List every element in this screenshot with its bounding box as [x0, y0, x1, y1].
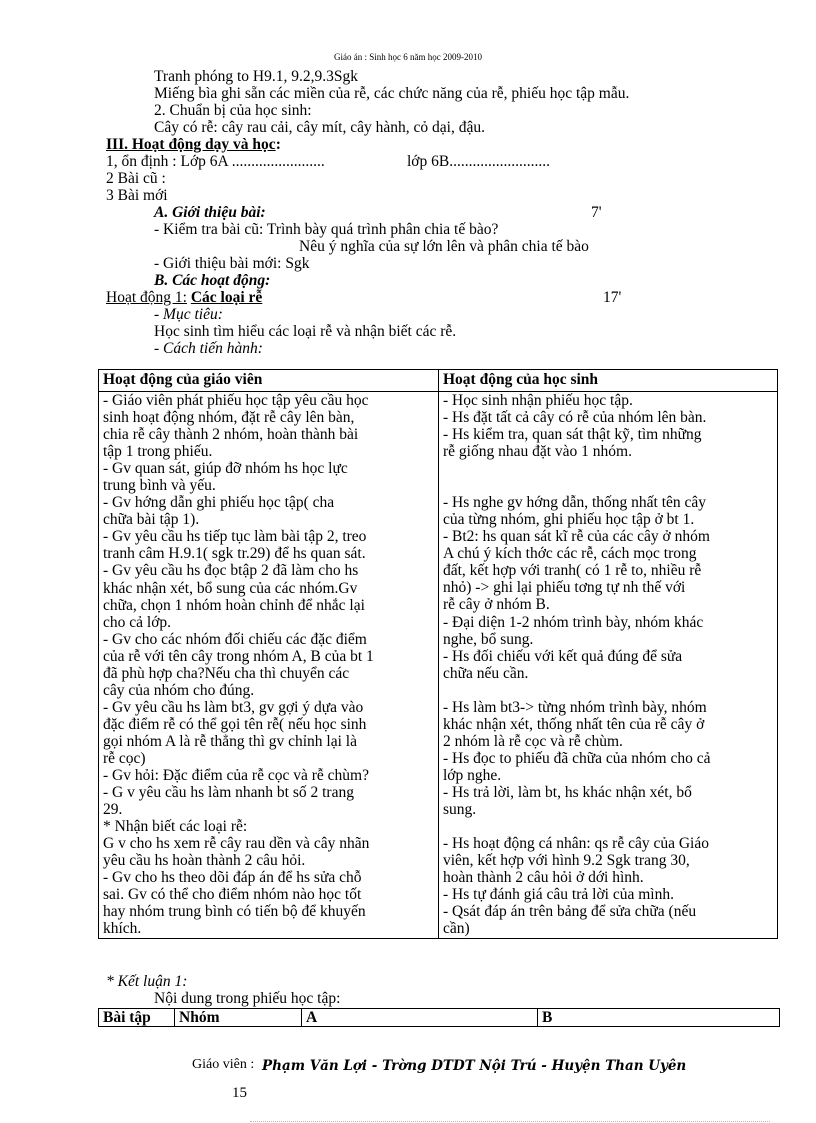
- teacher-activity-line: tập 1 trong phiếu.: [103, 443, 213, 461]
- student-activity-line: rễ giống nhau đặt vào 1 nhóm.: [443, 443, 632, 461]
- student-column-header: Hoạt động của học sinh: [439, 370, 778, 392]
- bai-moi: 3 Bài mới: [106, 187, 168, 204]
- old-lesson-check-cont: Nêu ý nghĩa của sự lớn lên và phân chia tế bào: [299, 238, 589, 255]
- teacher-activity-line: - G v yêu cầu hs làm nhanh bt số 2 trang: [103, 784, 354, 802]
- worksheet-table: [98, 1008, 780, 1027]
- activity-table: [98, 369, 778, 939]
- page-number: 15: [232, 1085, 247, 1101]
- footer-teacher-name: Phạm Văn Lợi - Trờng DTDT Nội Trú - Huyện Than Uyên: [262, 1058, 687, 1074]
- student-activity-line: - Hs tự đánh giá câu trả lời của mình.: [443, 886, 674, 904]
- footer-dotted-rule: [250, 1121, 770, 1122]
- student-activity-line: nghe, bổ sung.: [443, 630, 534, 648]
- teacher-activity-line: - Gv yêu cầu hs làm bt3, gv gợi ý dựa vào: [103, 698, 364, 716]
- teacher-activity-line: cây của nhóm cho đúng.: [103, 681, 255, 699]
- goal-text: Học sinh tìm hiểu các loại rễ và nhận biết các rễ.: [154, 323, 457, 340]
- teacher-column-header: Hoạt động của giáo viên: [99, 370, 439, 392]
- activities-heading: B. Các hoạt động:: [154, 272, 271, 289]
- teacher-activity-line: chữa, chọn 1 nhóm hoàn chỉnh để nhắc lại: [103, 596, 365, 614]
- teacher-activity-line: 29.: [103, 801, 123, 819]
- conclusion-content-label: Nội dung trong phiếu học tập:: [154, 990, 341, 1007]
- worksheet-col-exercise: Bài tập: [99, 1009, 175, 1027]
- student-activity-line: 2 nhóm là rễ cọc và rễ chùm.: [443, 732, 623, 750]
- student-activity-line: - Hs đặt tất cả cây có rễ của nhóm lên bàn.: [443, 409, 707, 427]
- teacher-activities-cell: [99, 392, 439, 939]
- student-activity-line: - Qsát đáp án trên bảng để sửa chữa (nếu: [443, 903, 697, 921]
- student-activity-line: khác nhận xét, thống nhất tên của rễ cây ở: [443, 715, 705, 733]
- student-activities-cell: [439, 392, 778, 939]
- teacher-activity-line: - Giáo viên phát phiếu học tập yêu cầu học: [103, 392, 369, 409]
- activity-1-label: Hoạt động 1:: [106, 289, 187, 306]
- teacher-activity-line: rễ cọc): [103, 749, 146, 767]
- teacher-activity-line: gọi nhóm A là rễ thẳng thì gv chỉnh lại là: [103, 732, 357, 750]
- student-activity-line: - Đại diện 1-2 nhóm trình bày, nhóm khác: [443, 613, 704, 631]
- student-activity-line: - Hs hoạt động cá nhân: qs rễ cây của Giáo: [443, 835, 709, 853]
- section-title-text: III. Hoạt động dạy và học: [106, 136, 276, 153]
- new-lesson-intro: - Giới thiệu bài mới: Sgk: [154, 255, 310, 272]
- prep-line-3: 2. Chuẩn bị của học sinh:: [154, 102, 312, 119]
- teacher-activity-line: trung bình và yếu.: [103, 477, 216, 495]
- student-activity-line: A chú ý kích thớc các rễ, cách mọc trong: [443, 545, 697, 563]
- teacher-activity-line: - Gv quan sát, giúp đỡ nhóm hs học lực: [103, 460, 348, 478]
- prep-line-2: Miếng bìa ghi sẵn các miền của rễ, các chức năng của rễ, phiếu học tập mẫu.: [154, 85, 630, 102]
- teacher-activity-line: chữa bài tập 1).: [103, 511, 200, 529]
- teacher-activity-line: yêu cầu hs hoàn thành 2 câu hỏi.: [103, 852, 306, 870]
- student-activity-line: [443, 818, 773, 835]
- student-activity-line: hoàn thành 2 câu hỏi ở dới hình.: [443, 869, 644, 887]
- teacher-activity-line: đã phù hợp cha?Nếu cha thì chuyển các: [103, 664, 350, 682]
- teacher-activity-line: - Gv yêu cầu hs đọc btập 2 đã làm cho hs: [103, 562, 359, 580]
- student-activity-line: nhỏ) -> ghi lại phiếu tơng tự nh thế với: [443, 579, 686, 597]
- student-activity-line: của từng nhóm, ghi phiếu học tập ở bt 1.: [443, 511, 695, 529]
- goal-label: - Mục tiêu:: [154, 306, 223, 323]
- activity-1-time: 17': [603, 289, 622, 306]
- teacher-activity-line: - Gv hớng dẫn ghi phiếu học tập( cha: [103, 494, 335, 512]
- student-activity-line: - Hs làm bt3-> từng nhóm trình bày, nhóm: [443, 698, 707, 716]
- student-activity-line: rễ cây ở nhóm B.: [443, 596, 550, 614]
- student-activity-line: - Hs đọc to phiếu đã chữa của nhóm cho cả: [443, 749, 711, 767]
- method-label: - Cách tiến hành:: [154, 340, 263, 357]
- student-activity-line: - Học sinh nhận phiếu học tập.: [443, 392, 633, 409]
- student-activity-line: - Hs kiểm tra, quan sát thật kỹ, tìm những: [443, 426, 702, 444]
- student-activity-line: - Hs đối chiếu với kết quả đúng để sửa: [443, 647, 683, 665]
- teacher-activity-line: - Gv hỏi: Đặc điểm của rễ cọc và rễ chùm?: [103, 767, 369, 785]
- section-title-colon: :: [275, 136, 281, 153]
- student-activity-line: viên, kết hợp với hình 9.2 Sgk trang 30,: [443, 852, 690, 870]
- page-header: Giáo án : Sinh học 6 năm học 2009-2010: [334, 52, 482, 62]
- teacher-activity-line: G v cho hs xem rễ cây rau dền và cây nhãn: [103, 835, 370, 853]
- teacher-activity-line: sinh hoạt động nhóm, đặt rễ cây lên bàn,: [103, 409, 355, 427]
- student-activity-line: [443, 682, 773, 699]
- student-activity-line: sung.: [443, 800, 477, 818]
- student-activity-line: - Hs trả lời, làm bt, hs khác nhận xét, bổ: [443, 783, 692, 801]
- teacher-activity-line: hay nhóm trung bình có tiến bộ để khuyến: [103, 903, 366, 921]
- student-activity-line: chữa nếu cần.: [443, 664, 529, 682]
- teacher-activity-line: chia rễ cây thành 2 nhóm, hoàn thành bài: [103, 426, 359, 444]
- teacher-activity-line: của rễ với tên cây trong nhóm A, B của bt 1: [103, 647, 374, 665]
- footer-teacher-label: Giáo viên :: [192, 1057, 255, 1072]
- lop-6b: lớp 6B..........................: [407, 153, 550, 170]
- teacher-activity-line: khác nhận xét, bổ sung của các nhóm.Gv: [103, 579, 358, 597]
- student-activity-line: lớp nghe.: [443, 766, 502, 784]
- conclusion-label: * Kết luận 1:: [106, 973, 188, 990]
- student-activity-line: cần): [443, 920, 470, 938]
- student-activity-line: [443, 477, 773, 494]
- teacher-activity-line: tranh câm H.9.1( sgk tr.29) để hs quan sát.: [103, 545, 366, 563]
- on-dinh-line: 1, ổn định : Lớp 6A ........................: [106, 153, 325, 170]
- teacher-activity-line: - Gv yêu cầu hs tiếp tục làm bài tập 2, treo: [103, 528, 367, 546]
- activity-1-name: Các loại rễ: [190, 289, 263, 306]
- intro-heading: A. Giới thiệu bài:: [154, 204, 266, 221]
- worksheet-col-b: B: [538, 1009, 780, 1027]
- teacher-activity-line: - Gv cho hs theo dõi đáp án để hs sửa chỗ: [103, 869, 362, 887]
- bai-cu: 2 Bài cũ :: [106, 170, 166, 187]
- section-title: [106, 136, 281, 153]
- student-activity-line: [443, 460, 773, 477]
- prep-line-4: Cây có rễ: cây rau cải, cây mít, cây hành, cỏ dại, đậu.: [154, 119, 485, 136]
- worksheet-col-a: A: [302, 1009, 538, 1027]
- teacher-activity-line: đặc điểm rễ có thể gọi tên rễ( nếu học sinh: [103, 715, 367, 733]
- prep-line-1: Tranh phóng to H9.1, 9.2,9.3Sgk: [154, 68, 358, 85]
- intro-time: 7': [591, 204, 602, 221]
- teacher-activity-line: sai. Gv có thể cho điểm nhóm nào học tốt: [103, 886, 362, 904]
- student-activity-line: đất, kết hợp với tranh( có 1 rễ to, nhiều rễ: [443, 562, 702, 580]
- old-lesson-check: - Kiểm tra bài cũ: Trình bày quá trình phân chia tế bào?: [154, 221, 499, 238]
- teacher-activity-line: * Nhận biết các loại rễ:: [103, 818, 248, 836]
- activity-1-title: [106, 289, 262, 306]
- student-activity-line: - Bt2: hs quan sát kĩ rễ của các cây ở nhóm: [443, 528, 710, 546]
- worksheet-col-group: Nhóm: [175, 1009, 302, 1027]
- teacher-activity-line: cho cả lớp.: [103, 613, 172, 631]
- teacher-activity-line: khích.: [103, 920, 142, 938]
- teacher-activity-line: - Gv cho các nhóm đối chiếu các đặc điểm: [103, 630, 367, 648]
- student-activity-line: - Hs nghe gv hớng dẫn, thống nhất tên cây: [443, 494, 707, 512]
